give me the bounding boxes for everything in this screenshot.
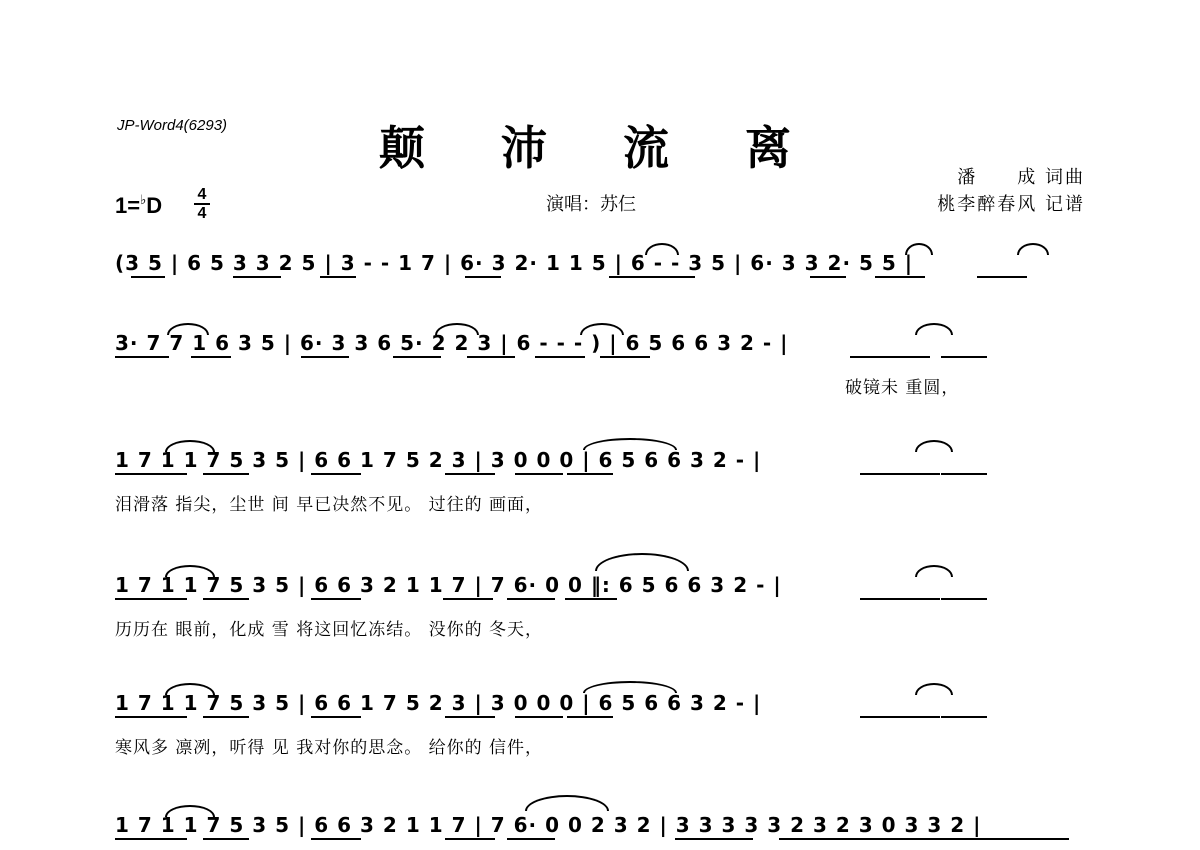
source-label: JP-Word4(6293) xyxy=(117,117,228,134)
staff-2 xyxy=(115,323,1090,398)
time-signature-top: 4 xyxy=(197,186,207,203)
staff-6 xyxy=(115,805,1090,845)
time-signature xyxy=(191,186,213,222)
staff-notes: 1 7 1 1 7 5 3 5 | 6 6 3 2 1 1 7 | 7 6· 0 0 ‖: 6 5 6 6 3 2 - | xyxy=(115,573,782,597)
staff-notes: 1 7 1 1 7 5 3 5 | 6 6 1 7 5 2 3 | 3 0 0 0 | 6 5 6 6 3 2 - | xyxy=(115,448,762,472)
lyrics-music-credit: 潘 成 词曲 xyxy=(957,167,1085,188)
staff-4 xyxy=(115,565,1090,640)
staff-lyrics: 寒风多 凛冽，听得 见 我对你的思念。 给你的 信件， xyxy=(115,738,544,758)
staff-notes: (3 5 | 6 5 3 3 2 5 | 3 - - 1 7 | 6· 3 2· 1 1 5 | 6 - - 3 5 | 6· 3 3 2· 5 5 | xyxy=(115,251,914,275)
staff-lyrics: 破镜未 重圆， xyxy=(845,378,960,398)
key-signature xyxy=(115,192,162,219)
staff-notes: 1 7 1 1 7 5 3 5 | 6 6 3 2 1 1 7 | 7 6· 0 0 2 3 2 | 3 3 3 3 3 2 3 2 3 0 3 3 2 | xyxy=(115,813,982,837)
staff-5 xyxy=(115,683,1090,758)
song-title: 颠 沛 流 离 xyxy=(378,121,822,175)
staff-lyrics: 泪滑落 指尖，尘世 间 早已决然不见。 过往的 画面， xyxy=(115,495,544,515)
staff-1 xyxy=(115,243,1090,283)
staff-3 xyxy=(115,440,1090,515)
flat-sign: ♭ xyxy=(140,192,147,207)
key-note: D xyxy=(146,193,163,218)
time-signature-bottom: 4 xyxy=(197,205,207,222)
singer-credit: 演唱：苏仨 xyxy=(546,194,636,215)
staff-lyrics: 历历在 眼前，化成 雪 将这回忆冻结。 没你的 冬天， xyxy=(115,620,544,640)
staff-notes: 1 7 1 1 7 5 3 5 | 6 6 1 7 5 2 3 | 3 0 0 0 | 6 5 6 6 3 2 - | xyxy=(115,691,762,715)
transcriber-credit: 桃李醉春风 记谱 xyxy=(937,194,1085,215)
key-prefix: 1= xyxy=(115,193,141,218)
staff-notes: 3· 7 7 1 6 3 5 | 6· 3 3 6 5· 2 2 3 | 6 - - - ) | 6 5 6 6 3 2 - | xyxy=(115,331,789,355)
